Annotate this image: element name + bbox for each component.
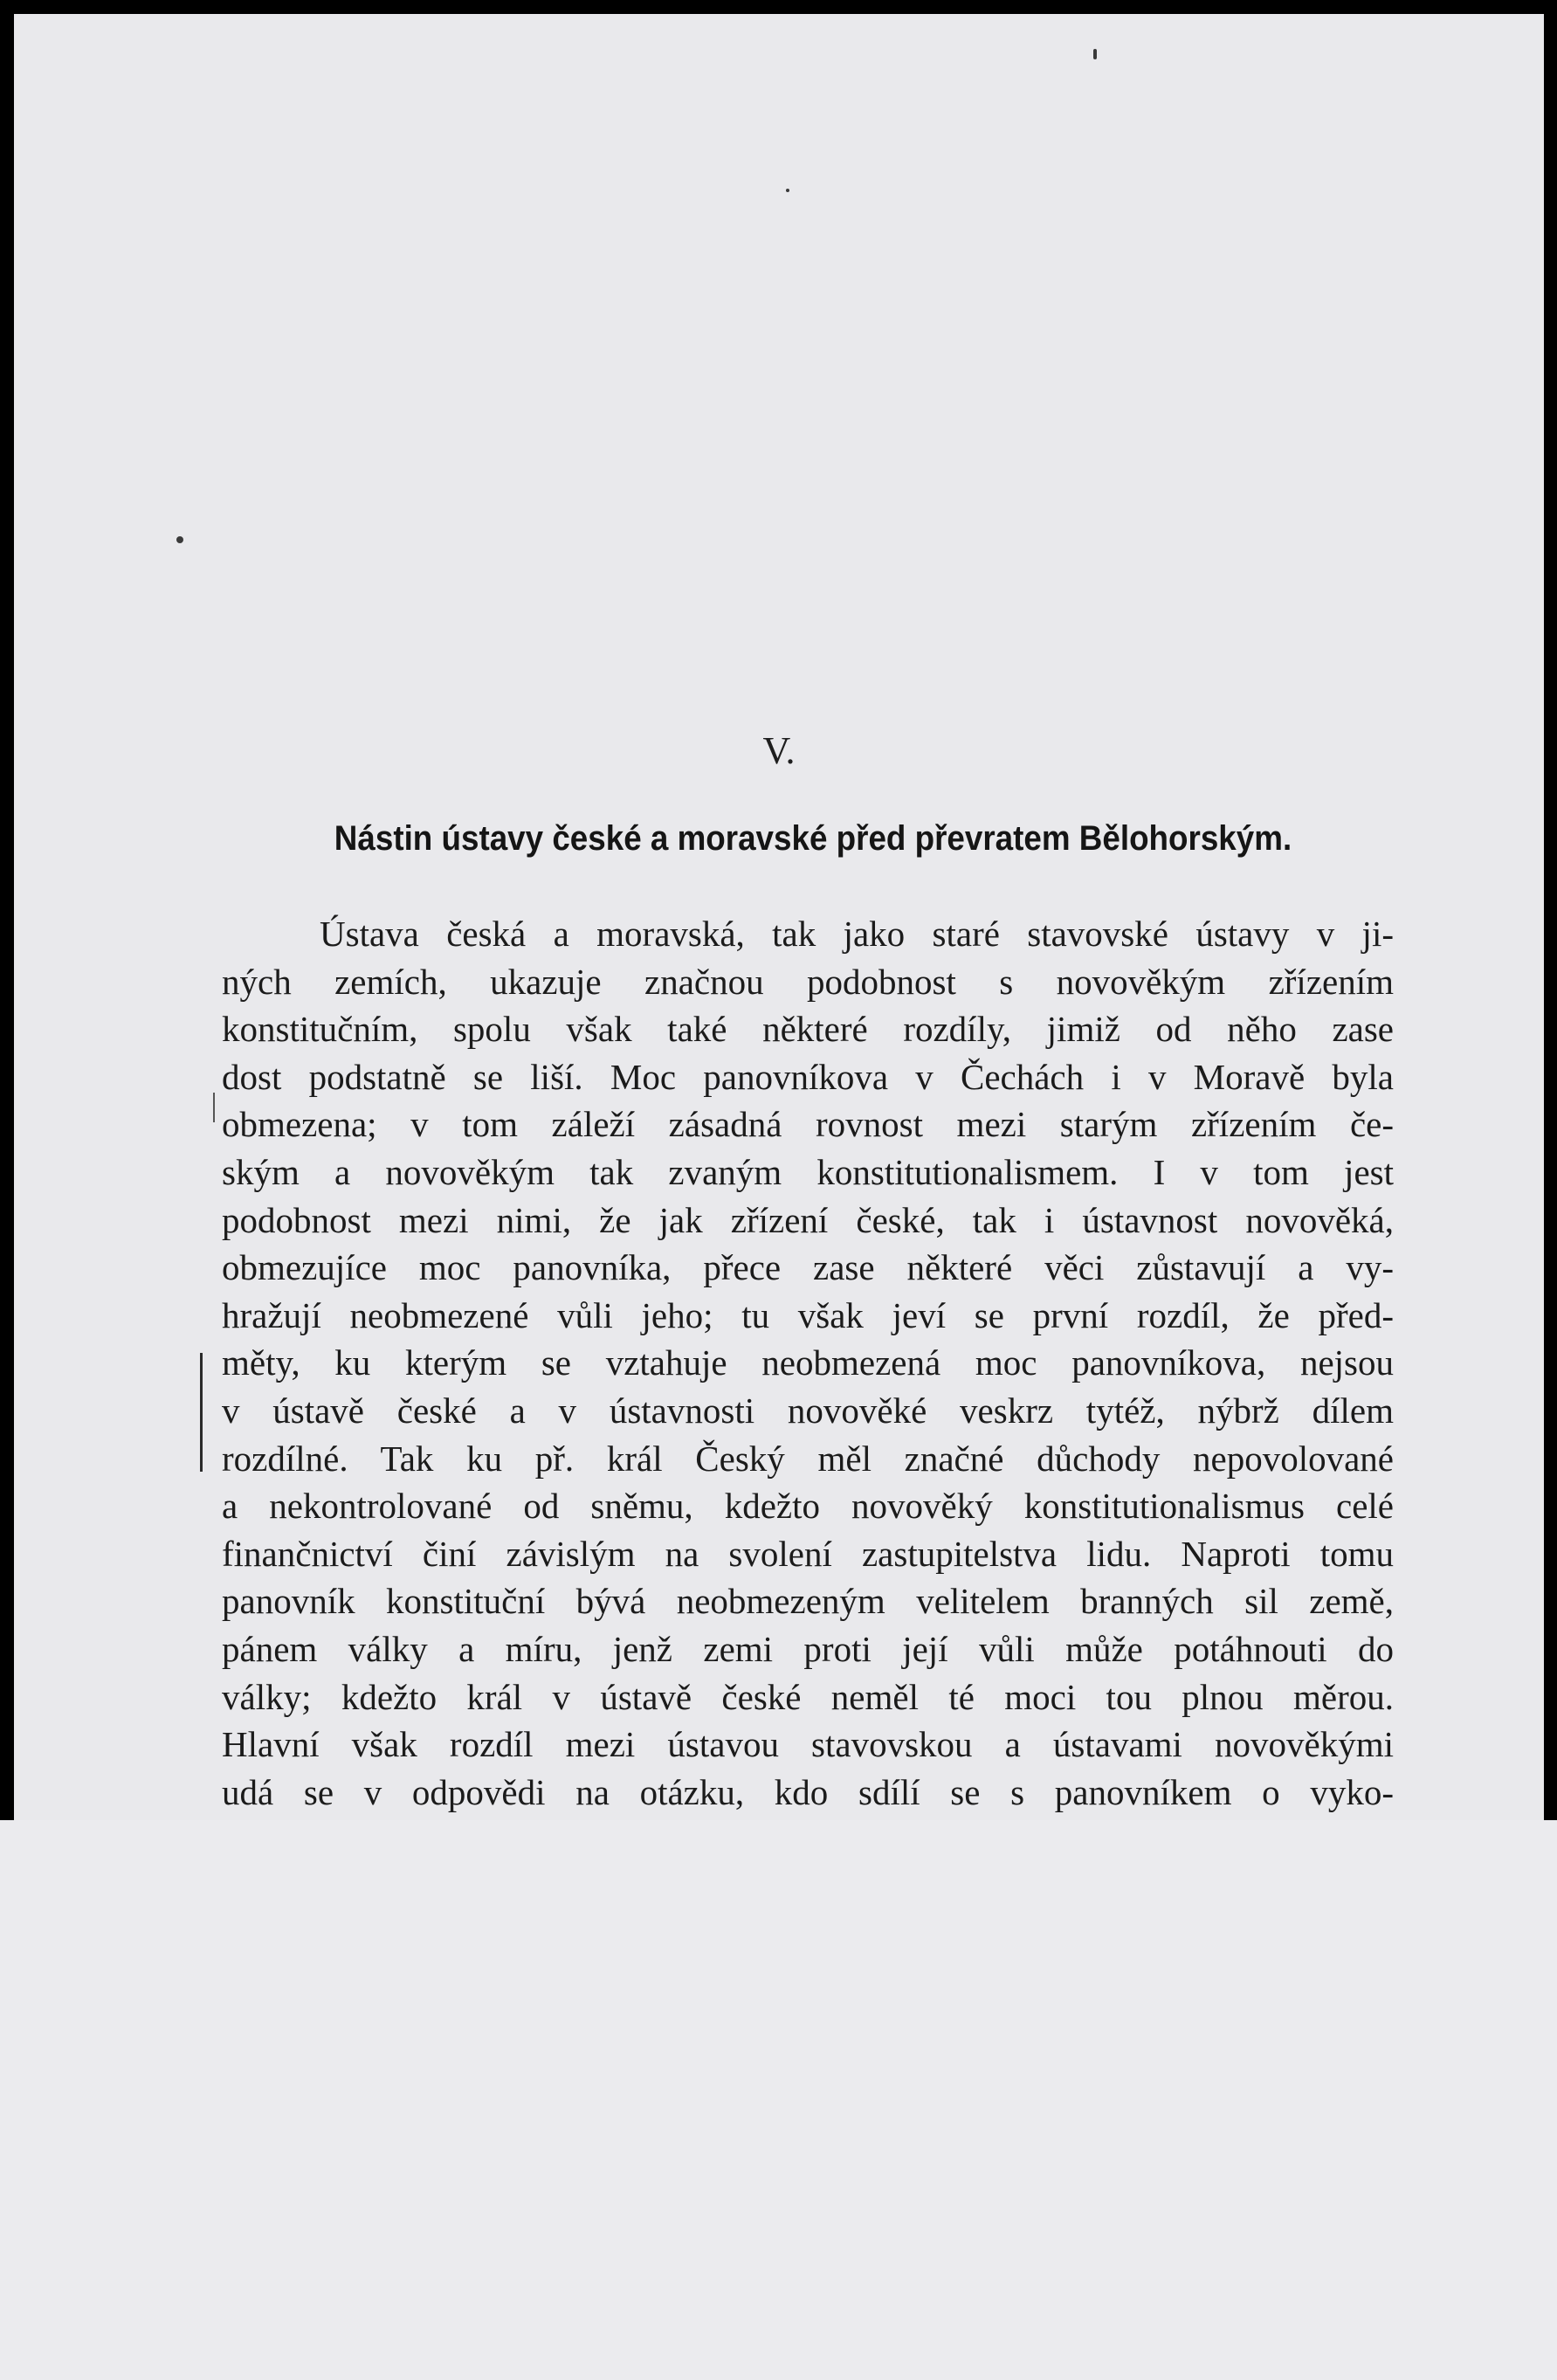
text-line: měty, ku kterým se vztahuje neobmezená moc panovníkova, nejsou	[222, 1342, 1394, 1383]
text-line: války; kdežto král v ústavě české neměl té moci tou plnou měrou.	[222, 1676, 1394, 1717]
text-line: hražují neobmezené vůli jeho; tu však jeví se první rozdíl, že před-	[222, 1294, 1394, 1335]
scan-speck	[176, 536, 183, 543]
text-line: pánem války a míru, jenž zemi proti její vůli může potáhnouti do	[222, 1628, 1394, 1669]
text-line: ským a novověkým tak zvaným konstitutionalismem. I v tom jest	[222, 1151, 1394, 1192]
margin-mark	[200, 1353, 203, 1472]
text-line: finančnictví činí závislým na svolení zastupitelstva lidu. Naproti tomu	[222, 1533, 1394, 1574]
text-line: dost podstatně se liší. Moc panovníkova v Čechách i v Moravě byla	[222, 1056, 1394, 1097]
text-line: obmezujíce moc panovníka, přece zase některé věci zůstavují a vy-	[222, 1247, 1394, 1288]
scan-speck	[786, 189, 789, 192]
text-line: panovník konstituční bývá neobmezeným velitelem branných sil země,	[222, 1581, 1394, 1622]
chapter-title: Nástin ústavy české a moravské před převratem Bělohorským.	[334, 819, 1292, 858]
text-line: ných zemích, ukazuje značnou podobnost s novověkým zřízením	[222, 961, 1394, 1002]
blank-lower-area	[0, 1820, 1557, 2380]
text-line: a nekontrolované od sněmu, kdežto novověký konstitutionalismus celé	[222, 1486, 1394, 1527]
text-line: obmezena; v tom záleží zásadná rovnost mezi starým zřízením če-	[222, 1104, 1394, 1145]
text-line: konstitučním, spolu však také některé rozdíly, jimiž od něho zase	[222, 1009, 1394, 1050]
chapter-number: V.	[762, 729, 796, 772]
text-line: rozdílné. Tak ku př. král Český měl značné důchody nepovolované	[222, 1438, 1394, 1479]
text-line: udá se v odpovědi na otázku, kdo sdílí se s panovníkem o vyko-	[222, 1771, 1394, 1812]
body-paragraph	[222, 910, 1394, 1816]
text-line: podobnost mezi nimi, že jak zřízení české, tak i ústavnost novověká,	[222, 1199, 1394, 1240]
scanned-page	[14, 14, 1544, 1822]
margin-mark	[213, 1093, 215, 1122]
text-line: v ústavě české a v ústavnosti novověké veskrz tytéž, nýbrž dílem	[222, 1390, 1394, 1431]
text-line: Ústava česká a moravská, tak jako staré stavovské ústavy v ji-	[320, 914, 1394, 954]
scan-speck	[1093, 49, 1097, 59]
text-line: Hlavní však rozdíl mezi ústavou stavovskou a ústavami novověkými	[222, 1724, 1394, 1765]
